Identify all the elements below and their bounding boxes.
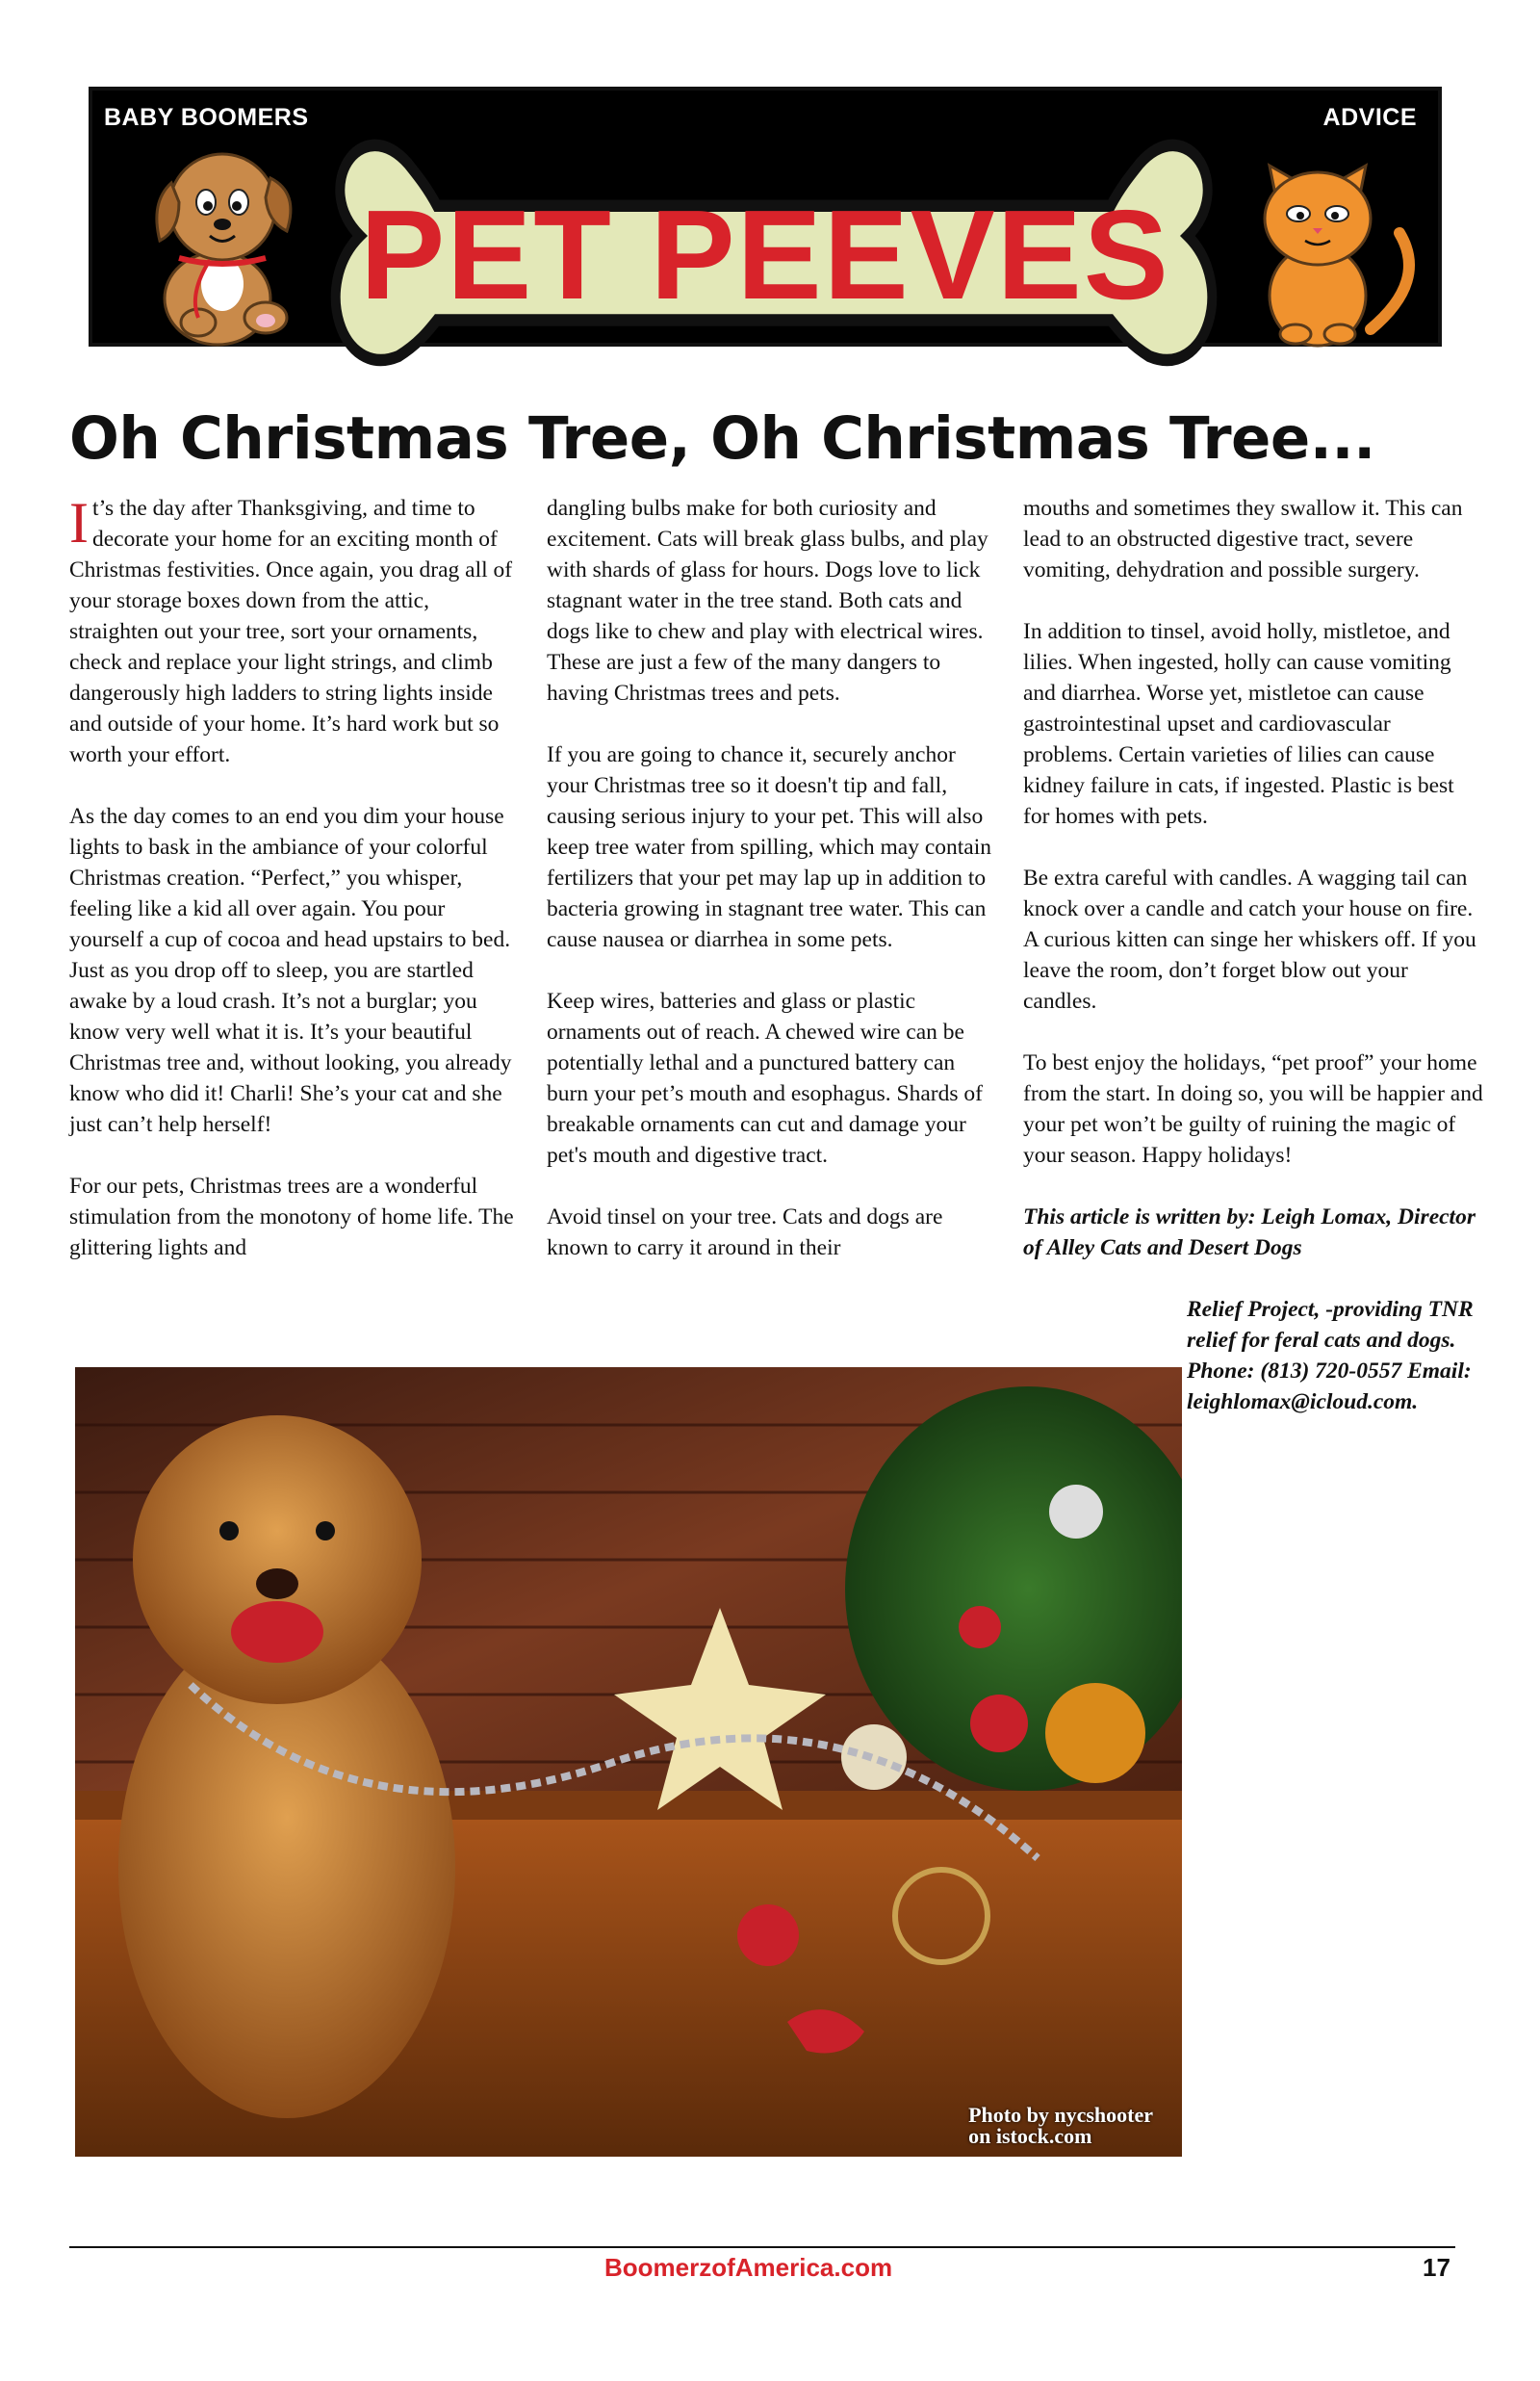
article-paragraph: As the day comes to an end you dim your house lights to bask in the ambiance of your colorful Christmas creation. “Perfect,” you whisper, feeling like a kid all over again. You pour yourself a cup of cocoa and head upstairs to bed. Just as you drop off to sleep, you are startled awake by a loud crash. It’s not a burglar; you know very well what it is. It’s your beautiful Christmas tree and, without looking, you already know who did it! Charli! She’s your cat and she just can’t help herself! (69, 804, 512, 1137)
dog-christmas-tree-photo (75, 1367, 1182, 2157)
footer-website: BoomerzofAmerica.com (604, 2253, 893, 2282)
article-column-1 (69, 493, 522, 1294)
article-paragraph: dangling bulbs make for both curiosity and excitement. Cats will break glass bulbs, and play with shards of glass for hours. Dogs love to lick stagnant water in the tree stand. Both cats and dogs like to chew and play with electrical wires. These are just a few of the many dangers to having Christmas trees and pets. (547, 496, 988, 706)
article-column-3 (1023, 493, 1483, 1448)
article-paragraph: Keep wires, batteries and glass or plastic ornaments out of reach. A chewed wire can be potentially lethal and a punctured battery can burn your pet’s mouth and esophagus. Shards of breakable ornaments can cut and damage your pet's mouth and digestive tract. (547, 989, 983, 1168)
article-headline: Oh Christmas Tree, Oh Christmas Tree... (69, 404, 1375, 473)
article-column-2 (547, 493, 999, 1294)
pet-peeves-banner (89, 87, 1442, 347)
article-paragraph: Avoid tinsel on your tree. Cats and dogs are known to carry it around in their (547, 1204, 943, 1260)
section-label-advice: ADVICE (1322, 104, 1417, 131)
author-byline: This article is written by: Leigh Lomax, Director of Alley Cats and Desert Dogs (1023, 1204, 1476, 1260)
author-byline-continued: Relief Project, -providing TNR relief for feral cats and dogs. Phone: (813) 720-0557 Email: leighlomax@icloud.com. (1187, 1297, 1474, 1414)
photo-credit: Photo by nycshooter on istock.com (968, 2103, 1153, 2148)
article-photo (75, 1367, 1182, 2157)
article-paragraph: For our pets, Christmas trees are a wonderful stimulation from the monotony of home life. The glittering lights and (69, 1174, 514, 1260)
article-paragraph: It’s the day after Thanksgiving, and time to decorate your home for an exciting month of Christmas festivities. Once again, you drag all of your storage boxes down from the attic, straighten out your tree, sort your ornaments, check and replace your light strings, and climb dangerously high ladders to string lights inside and outside of your home. It’s hard work but so worth your effort. (69, 491, 513, 767)
page-number: 17 (1423, 2253, 1450, 2282)
article-paragraph: To best enjoy the holidays, “pet proof” your home from the start. In doing so, you will be happier and your pet won’t be guilty of ruining the magic of your season. Happy holidays! (1023, 1050, 1483, 1168)
footer-divider (69, 2246, 1455, 2248)
article-paragraph: Be extra careful with candles. A wagging tail can knock over a candle and catch your house on fire. A curious kitten can singe her whiskers off. If you leave the room, don’t forget blow out your candles. (1023, 866, 1476, 1014)
cartoon-cat-icon (1226, 127, 1428, 349)
banner-title: PET PEEVES (360, 184, 1170, 325)
article-paragraph: In addition to tinsel, avoid holly, mistletoe, and lilies. When ingested, holly can cause vomiting and diarrhea. Worse yet, mistletoe can cause gastrointestinal upset and cardiovascular problems. Certain varieties of lilies can cause kidney failure in cats, if ingested. Plastic is best for homes with pets. (1023, 619, 1454, 829)
drop-cap: I (69, 491, 89, 555)
section-label-baby-boomers: BABY BOOMERS (104, 104, 309, 131)
article-paragraph: If you are going to chance it, securely anchor your Christmas tree so it doesn't tip and fall, causing serious injury to your pet. This will also keep tree water from spilling, which may contain fertilizers that your pet may lap up in addition to bacteria growing in stagnant tree water. This can cause nausea or diarrhea in some pets. (547, 742, 992, 952)
article-paragraph: mouths and sometimes they swallow it. This can lead to an obstructed digestive tract, severe vomiting, dehydration and possible surgery. (1023, 496, 1463, 582)
